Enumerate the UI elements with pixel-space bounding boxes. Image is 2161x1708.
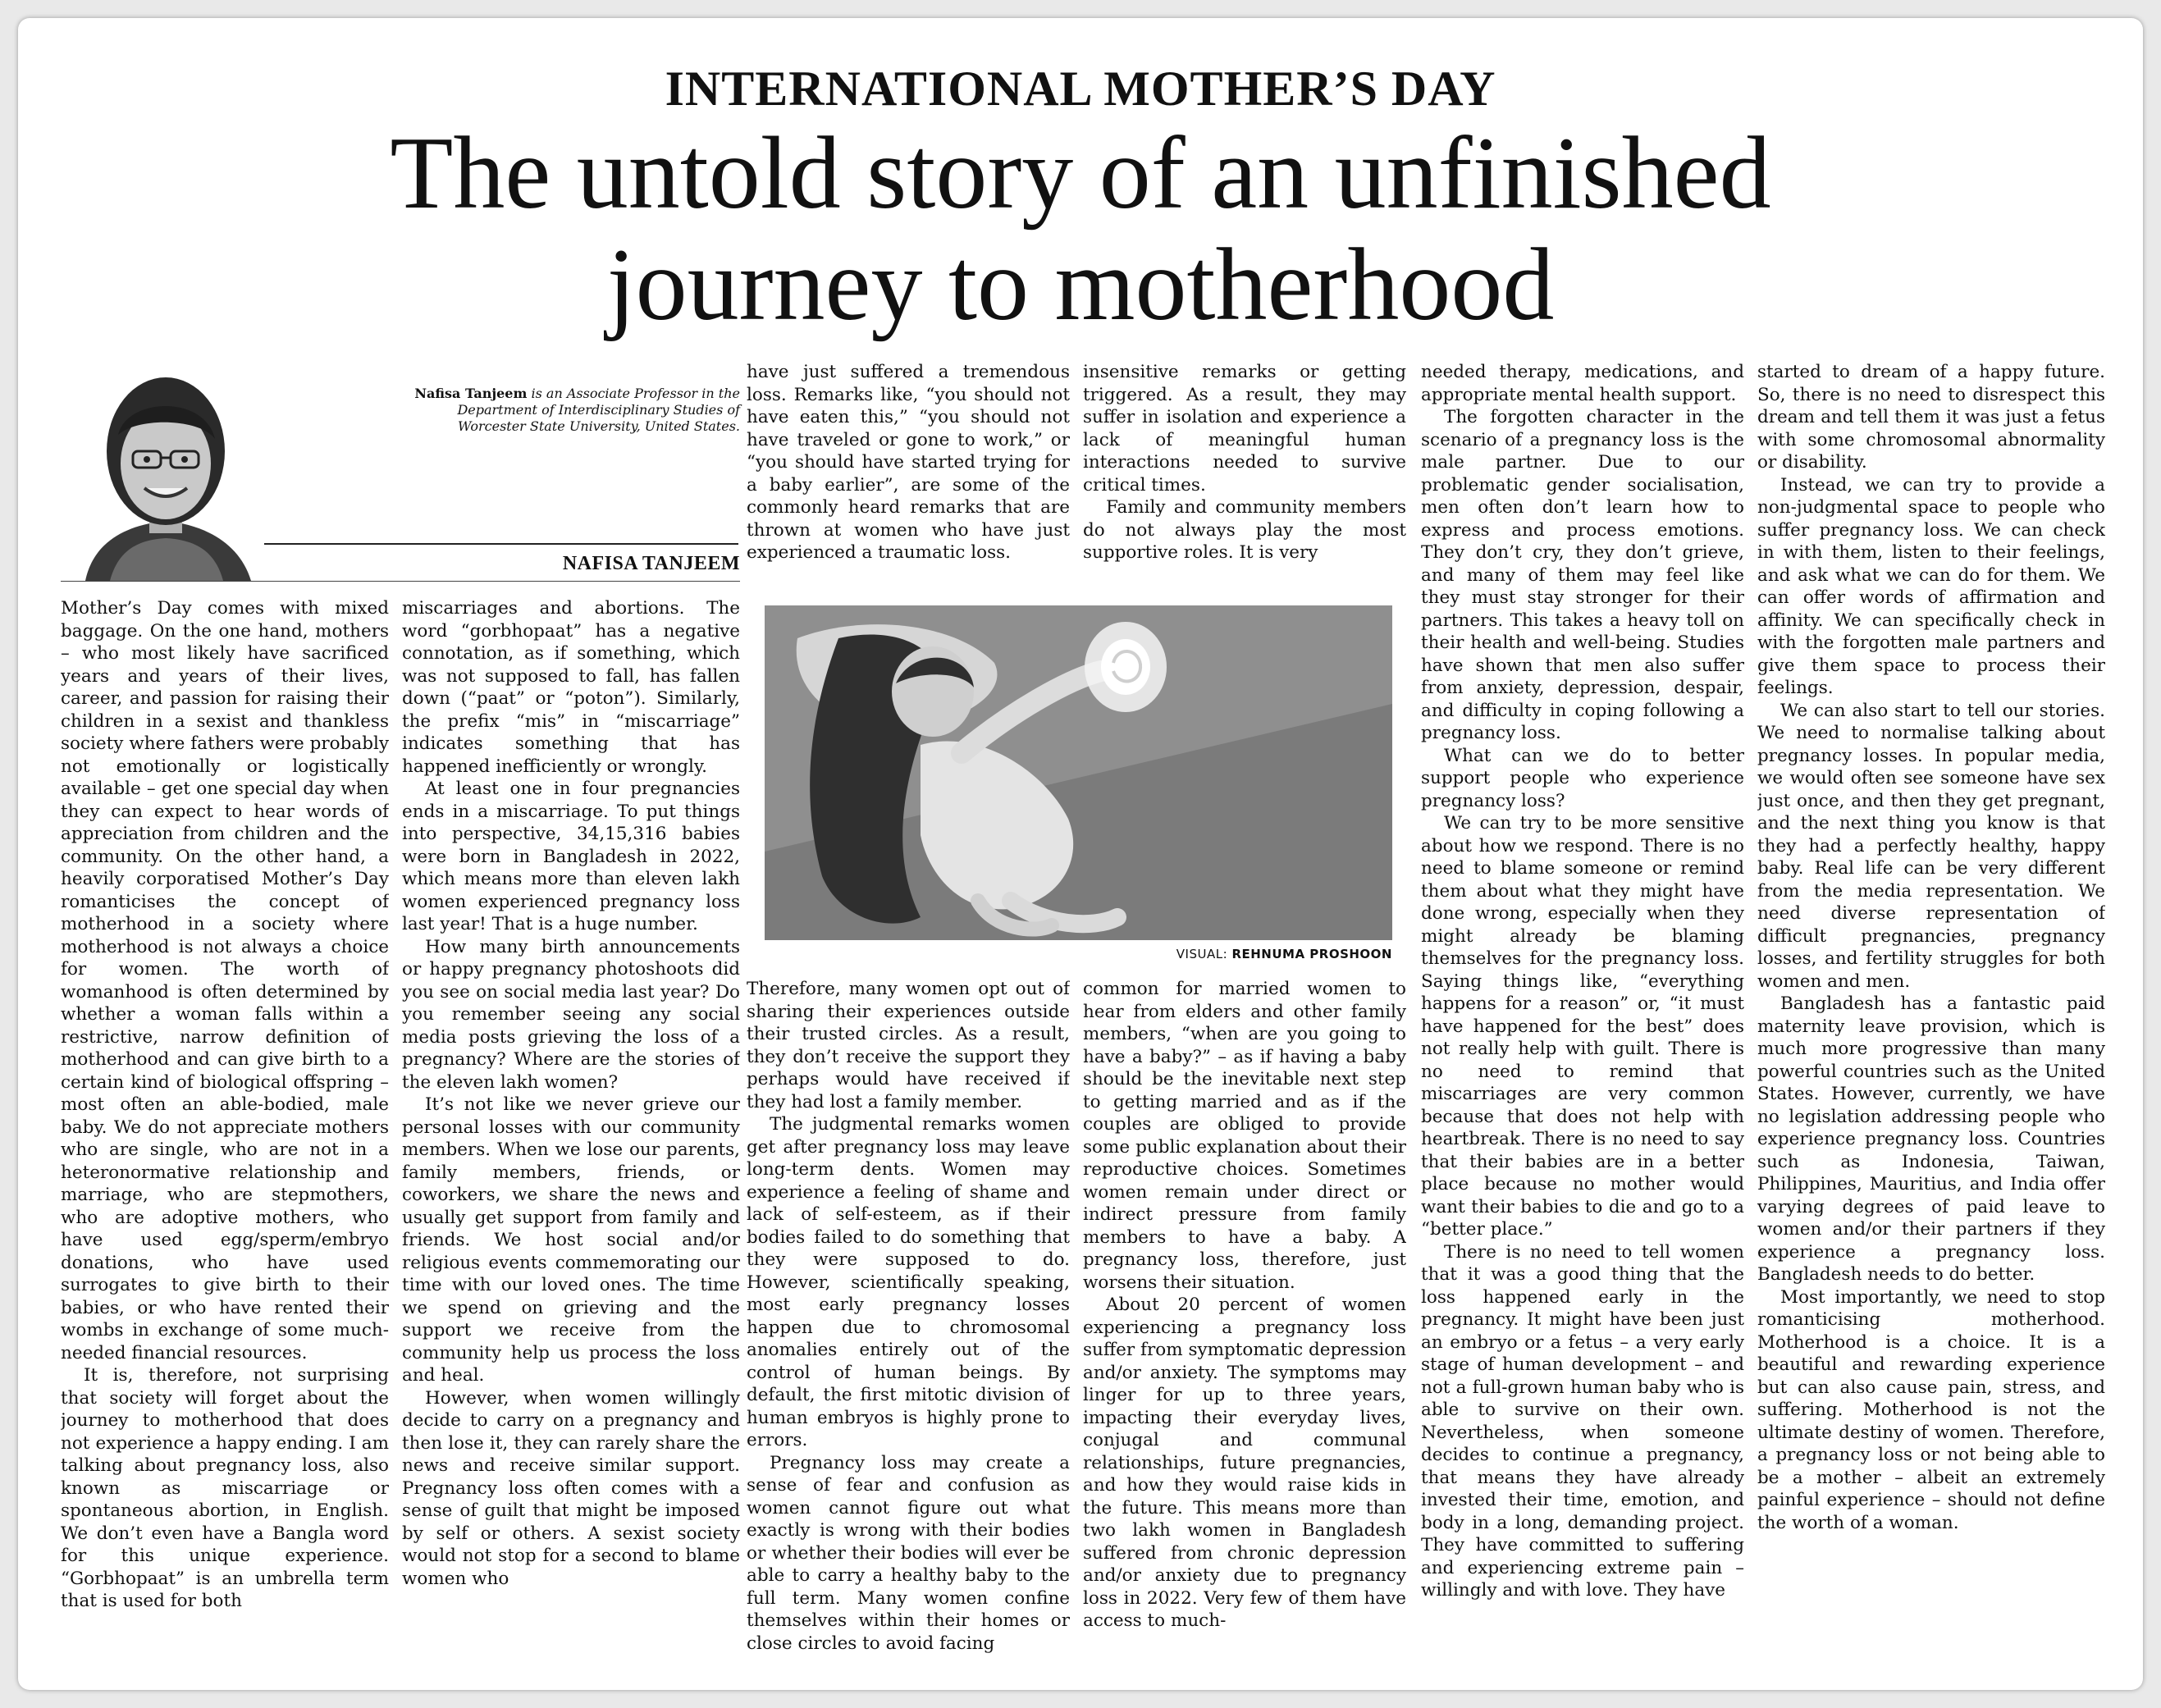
- column-4-top: [1083, 361, 1406, 591]
- paragraph: There is no need to tell women that it was a good thing that the loss happened early in the pregnancy. It might have been just an embryo or a fetus – a very early stage of human development – and not a full-grown human baby who is able to survive on their own. Nevertheless, when someone decides to continue a pregnancy, that means they have already invested their time, emotion, and body in a long, demanding project. They have committed to suffering and experiencing extreme pain – willingly and with love. They have: [1421, 1241, 1744, 1601]
- paragraph: The judgmental remarks women get after pregnancy loss may leave long-term dents. Women may experience a feeling of shame and lack of self-esteem, as if their bodies failed to do something that they were supposed to do. However, scientifically speaking, most early pregnancy losses happen due to chromosomal anomalies entirely out of the control of human beings. By default, the first mitotic division of human embryos is highly prone to errors.: [747, 1114, 1070, 1450]
- paragraph: The forgotten character in the scenario of a pregnancy loss is the male partner. Due to our problematic gender socialisation, men often don’t learn how to express and process emotions. They don’t cry, they don’t grieve, and many of them may feel like they must stay stronger for their partners. This takes a heavy toll on their health and well-being. Studies have shown that men also suffer from anxiety, depression, despair, and difficulty in coping following a pregnancy loss.: [1421, 407, 1744, 743]
- paragraph: common for married women to hear from elders and other family members, “when are you going to have a baby?” – as if having a baby should be the inevitable next step to getting married and as if the couples are obliged to provide some public explanation about their reproductive choices. Sometimes women remain under direct or indirect pressure from family members to have a baby. A pregnancy loss, therefore, just worsens their situation.: [1083, 979, 1406, 1293]
- paragraph: Bangladesh has a fantastic paid maternity leave provision, which is much more progressive than many powerful countries such as the United States. However, currently, we have no legislation addressing people who experience pregnancy loss. Countries such as Indonesia, Taiwan, Philippines, Mauritius, and India offer varying degrees of paid leave to women and/or their partners if they experience a pregnancy loss. Bangladesh needs to do better.: [1757, 993, 2105, 1285]
- paragraph: have just suffered a tremendous loss. Remarks like, “you should not have eaten this,” “you should not have traveled or gone to work,” or “you should have started trying for a baby earlier”, are some of the commonly heard remarks that are thrown at women who have just experienced a traumatic loss.: [747, 362, 1070, 563]
- author-photo: [61, 353, 270, 581]
- author-bio: [395, 386, 740, 435]
- newspaper-page: [18, 18, 2143, 1690]
- paragraph: At least one in four pregnancies ends in a miscarriage. To put things into perspective, 34,15,316 babies were born in Bangladesh in 2022, which means more than eleven lakh women experienced pregnancy loss last year! That is a huge number.: [402, 779, 740, 934]
- section-kicker: INTERNATIONAL MOTHER’S DAY: [665, 62, 1496, 116]
- author-bio-name: Nafisa Tanjeem: [414, 386, 528, 401]
- paragraph: It’s not like we never grieve our personal losses with our community members. When we lose our parents, family members, friends, or coworkers, we share the news and usually get support from family and friends. We host social and/or religious events commemorating our time with our loved ones. The time we spend on grieving and the support we receive from the community help us process the loss and heal.: [402, 1094, 740, 1386]
- column-3-top: [747, 361, 1070, 591]
- column-4-bottom: [1083, 978, 1406, 1672]
- paragraph: Therefore, many women opt out of sharing their experiences outside their trusted circles. As a result, they don’t receive the support they perhaps would have received if they had lost a family member.: [747, 979, 1070, 1112]
- paragraph: Instead, we can try to provide a non-judgmental space to people who suffer pregnancy loss. We can check in with them, listen to their feelings, and ask what we can do for them. We can offer words of affirmation and affinity. We can specifically check in with the forgotten male partners and give them space to process their feelings.: [1757, 474, 2105, 698]
- headline-line-2: journey to motherhood: [606, 228, 1555, 342]
- illustration: [765, 605, 1392, 940]
- headline-line-1: The untold story of an unfinished: [390, 116, 1771, 231]
- paragraph: About 20 percent of women experiencing a pregnancy loss suffer from symptomatic depression and/or anxiety. The symptoms may linger for up to three years, impacting their everyday lives, conjugal and communal relationships, future pregnancies, and how they would raise kids in the future. This means more than two lakh women in Bangladesh suffered from chronic depression and/or anxiety due to pregnancy loss in 2022. Very few of them have access to much-: [1083, 1295, 1406, 1631]
- paragraph: How many birth announcements or happy pregnancy photoshoots did you see on social media last year? Do you remember seeing any social media posts grieving the loss of a pregnancy? Where are the stories of the eleven lakh women?: [402, 936, 740, 1093]
- illustration-credit: [921, 947, 1392, 961]
- illustration-credit-label: VISUAL:: [1176, 947, 1232, 961]
- illustration-credit-name: REHNUMA PROSHOON: [1231, 947, 1392, 961]
- paragraph: Family and community members do not always play the most supportive roles. It is very: [1083, 497, 1406, 563]
- paragraph: It is, therefore, not surprising that society will forget about the journey to motherhood that does not experience a happy ending. I am talking about pregnancy loss, also known as miscarriage or spontaneous abortion, in English. We don’t even have a Bangla word for this unique experience. “Gorbhopaat” is an umbrella term that is used for both: [61, 1365, 389, 1611]
- paragraph: started to dream of a happy future. So, there is no need to disrespect this dream and tell them it was just a fetus with some chromosomal abnormality or disability.: [1757, 362, 2105, 473]
- byline: NAFISA TANJEEM: [562, 553, 740, 574]
- column-1: [61, 597, 389, 1672]
- paragraph: insensitive remarks or getting triggered. As a result, they may suffer in isolation and experience a lack of meaningful human interactions needed to survive critical times.: [1083, 362, 1406, 496]
- column-3-bottom: [747, 978, 1070, 1672]
- column-5: [1421, 361, 1744, 1672]
- paragraph: needed therapy, medications, and appropriate mental health support.: [1421, 362, 1744, 405]
- headline: [18, 118, 2143, 341]
- column-2: [402, 597, 740, 1672]
- paragraph: We can try to be more sensitive about how we respond. There is no need to blame someone or remind them about what they might have done wrong, especially when they might already be blaming themselves for the pregnancy loss. Saying things like, “everything happens for a reason” or, “it must have happened for the best” does not really help with guilt. There is no need to remind that miscarriages are very common because that does not help with heartbreak. There is no need to say that their babies are in a better place because no mother would want their babies to die and go to a “better place.”: [1421, 813, 1744, 1240]
- author-block-divider: [61, 581, 740, 582]
- paragraph: What can we do to better support people who experience pregnancy loss?: [1421, 745, 1744, 811]
- byline-rule: [264, 543, 738, 545]
- paragraph: We can also start to tell our stories. We need to normalise talking about pregnancy losses. In popular media, we would often see someone have sex just once, and then they get pregnant, and the next thing you know is that they had a perfectly healthy, happy baby. Real life can be very different from the media representation. We need diverse representation of difficult pregnancies, pregnancy losses, and fertility struggles for both women and men.: [1757, 700, 2105, 992]
- paragraph: Mother’s Day comes with mixed baggage. On the one hand, mothers – who most likely have sacrificed years and years of their lives, career, and passion for raising their children in a sexist and thankless society where fathers were probably not emotionally or logistically available – get one special day when they can expect to hear words of appreciation from children and the community. On the other hand, a heavily corporatised Mother’s Day romanticises the concept of motherhood in a society where motherhood is not always a choice for women. The worth of womanhood is often determined by whether a woman falls within a restrictive, narrow definition of motherhood and can give birth to a certain kind of biological offspring – most often an able-bodied, male baby. We do not appreciate mothers who are single, who are not in a heteronormative relationship and marriage, who are stepmothers, who are adoptive mothers, who have used egg/sperm/embryo donations, who have used surrogates to give birth to their babies, or who have rented their wombs in exchange of some much-needed financial resources.: [61, 598, 389, 1363]
- paragraph: miscarriages and abortions. The word “gorbhopaat” has a negative connotation, as if something, which was not supposed to fall, has fallen down (“paat” or “poton”). Similarly, the prefix “mis” in “miscarriage” indicates something that has happened inefficiently or wrongly.: [402, 598, 740, 777]
- paragraph: However, when women willingly decide to carry on a pregnancy and then lose it, they can rarely share the news and receive similar support. Pregnancy loss often comes with a sense of guilt that might be imposed by self or others. A sexist society would not stop for a second to blame women who: [402, 1387, 740, 1589]
- column-6: [1757, 361, 2105, 1672]
- paragraph: Most importantly, we need to stop romanticising motherhood. Motherhood is a choice. It is a beautiful and rewarding experience but can also cause pain, stress, and suffering. Motherhood is not the ultimate destiny of women. Therefore, a pregnancy loss or not being able to be a mother – albeit an extremely painful experience – should not define the worth of a woman.: [1757, 1286, 2105, 1533]
- author-bio-text: is an Associate Professor in the Department of Interdisciplinary Studies of Worcester State University, United States.: [457, 386, 740, 434]
- paragraph: Pregnancy loss may create a sense of fear and confusion as women cannot figure out what exactly is wrong with their bodies or whether their bodies will ever be able to carry a healthy baby to the full term. Many women confine themselves within their homes or close circles to avoid facing: [747, 1452, 1070, 1654]
